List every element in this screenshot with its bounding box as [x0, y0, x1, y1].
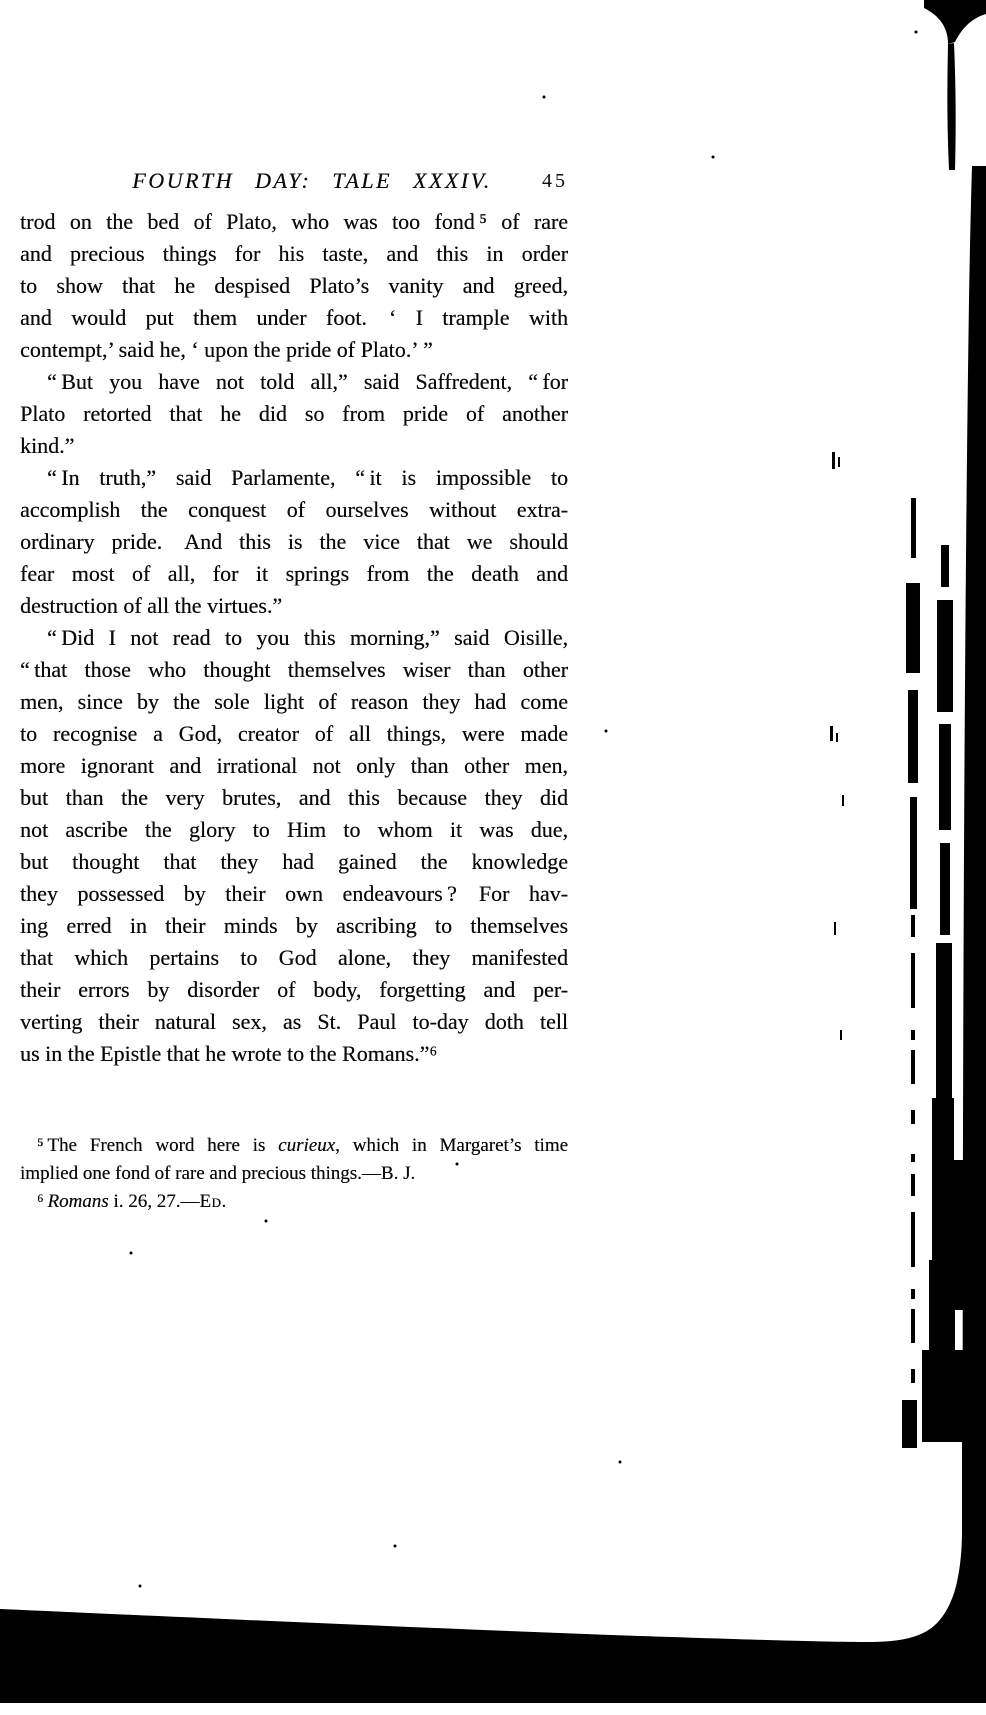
text-line: ordinary pride. And this is the vice that we should — [20, 529, 568, 554]
text-line: but than the very brutes, and this because they did — [20, 785, 568, 810]
footnote-italic-word: Romans — [47, 1191, 109, 1212]
footnote-text: ⁶ — [37, 1191, 48, 1212]
text-line: Plato retorted that he did so from pride of another — [20, 401, 568, 426]
text-line: that which pertains to God alone, they manifested — [20, 945, 568, 970]
text-line: they possessed by their own endeavours ? For hav- — [20, 881, 568, 906]
text-line: not ascribe the glory to Him to whom it was due, — [20, 817, 568, 842]
footnote-text: , which in Margaret’s time — [335, 1135, 568, 1156]
text-line: to recognise a God, creator of all things, were made — [20, 721, 568, 746]
paragraph — [20, 622, 568, 1070]
paragraph — [20, 206, 568, 366]
text-line: us in the Epistle that he wrote to the Romans.”⁶ — [20, 1041, 438, 1066]
text-line: “ Did I not read to you this morning,” said Oisille, — [47, 625, 568, 650]
paragraph — [20, 366, 568, 462]
page-title: FOURTH DAY: TALE XXXIV. — [132, 168, 492, 193]
text-line: and would put them under foot. ‘ I trample with — [20, 305, 568, 330]
margin-tick-marks — [830, 452, 844, 1040]
bottom-shadow — [0, 1440, 986, 1703]
footnote-italic-word: curieux — [278, 1135, 336, 1156]
text-line: verting their natural sex, as St. Paul to-day doth tell — [20, 1009, 568, 1034]
footnotes — [20, 1132, 568, 1216]
footnote-text: ⁵ The French word here is — [37, 1135, 279, 1156]
text-line: ing erred in their minds by ascribing to themselves — [20, 913, 568, 938]
footnote-6 — [20, 1188, 568, 1216]
text-line: accomplish the conquest of ourselves without extra- — [20, 497, 568, 522]
text-line: “ that those who thought themselves wiser than other — [20, 657, 568, 682]
text-line: their errors by disorder of body, forgetting and per- — [20, 977, 568, 1002]
text-line: men, since by the sole light of reason they had come — [20, 689, 568, 714]
text-line: destruction of all the virtues.” — [20, 593, 283, 618]
text-line: “ But you have not told all,” said Saffredent, “ for — [47, 369, 568, 394]
binding-streak-right — [922, 545, 964, 1442]
text-line: fear most of all, for it springs from the death and — [20, 561, 568, 586]
footnote-text: implied one fond of rare and precious things.—B. J. — [20, 1163, 416, 1184]
text-line: contempt,’ said he, ‘ upon the pride of Plato.’ ” — [20, 337, 433, 362]
text-line: to show that he despised Plato’s vanity and greed, — [20, 273, 568, 298]
text-line: “ In truth,” said Parlamente, “ it is impossible to — [47, 465, 568, 490]
text-line: more ignorant and irrational not only than other men, — [20, 753, 568, 778]
footnote-text: i. 26, 27.— — [108, 1191, 200, 1212]
paragraph — [20, 462, 568, 622]
text-line: trod on the bed of Plato, who was too fond ⁵ of rare — [20, 209, 568, 234]
text-line: kind.” — [20, 433, 75, 458]
text-line: but thought that they had gained the knowledge — [20, 849, 568, 874]
footnote-5-line-2 — [20, 1160, 568, 1188]
footnote-5-line-1 — [20, 1132, 568, 1160]
binding-streak-left — [902, 498, 920, 1448]
page-number: 45 — [542, 170, 568, 192]
right-edge-shadow — [924, 0, 986, 1703]
body-text — [20, 206, 568, 1070]
running-header — [20, 168, 568, 202]
text-line: and precious things for his taste, and this in order — [20, 241, 568, 266]
footnote-editor-initials: Ed. — [199, 1191, 227, 1212]
